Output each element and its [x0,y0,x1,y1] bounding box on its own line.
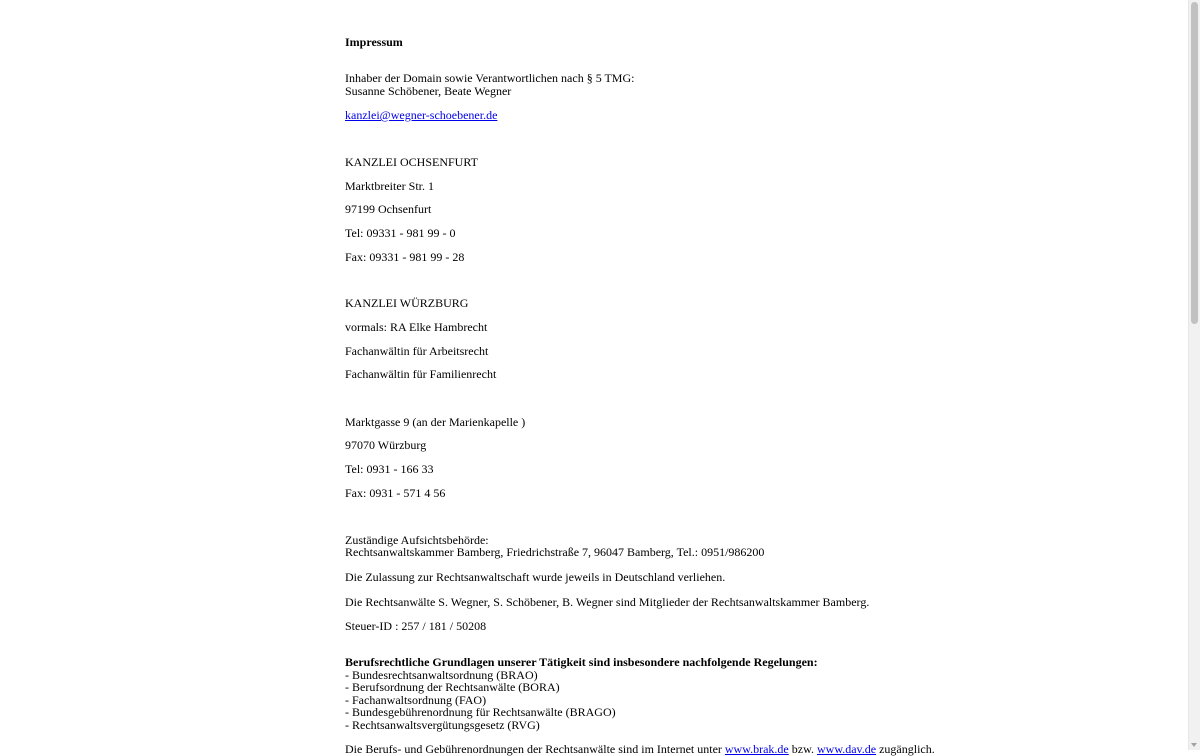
page-title: Impressum [345,35,403,49]
authority-details: Rechtsanwaltskammer Bamberg, Friedrichstraße 7, 96047 Bamberg, Tel.: 0951/986200 [345,545,765,559]
ochsenfurt-street: Marktbreiter Str. 1 [345,179,434,193]
tax-id: Steuer-ID : 257 / 181 / 50208 [345,619,487,633]
ochsenfurt-fax: Fax: 09331 - 981 99 - 28 [345,250,465,264]
wuerzburg-city: 97070 Würzburg [345,438,427,452]
email-link[interactable]: kanzlei@wegner-schoebener.de [345,108,498,122]
regulations-footer [345,742,935,756]
ochsenfurt-tel: Tel: 09331 - 981 99 - 0 [345,226,456,240]
wuerzburg-specialty-2: Fachanwältin für Familienrecht [345,367,497,381]
regulation-item: - Rechtsanwaltsvergütungsgesetz (RVG) [345,718,540,732]
wuerzburg-fax: Fax: 0931 - 571 4 56 [345,486,446,500]
owner-names: Susanne Schöbener, Beate Wegner [345,84,512,98]
dav-link[interactable]: www.dav.de [816,742,877,756]
footer-suffix: zugänglich. [876,742,935,756]
wuerzburg-street: Marktgasse 9 (an der Marienkapelle ) [345,415,526,429]
wuerzburg-specialty-1: Fachanwältin für Arbeitsrecht [345,344,489,358]
scroll-down-arrow-icon[interactable] [1191,743,1197,747]
regulation-item: - Berufsordnung der Rechtsanwälte (BORA) [345,680,560,694]
wuerzburg-name: KANZLEI WÜRZBURG [345,296,469,310]
wuerzburg-tel: Tel: 0931 - 166 33 [345,462,434,476]
admission-text: Die Zulassung zur Rechtsanwaltschaft wurde jeweils in Deutschland verliehen. [345,570,726,584]
brak-link[interactable]: www.brak.de [724,742,789,756]
regulation-item: - Bundesrechtsanwaltsordnung (BRAO) [345,668,538,682]
ochsenfurt-name: KANZLEI OCHSENFURT [345,155,478,169]
footer-prefix: Die Berufs- und Gebührenordnungen der Rechtsanwälte sind im Internet unter [345,742,725,756]
regulations-heading: Berufsrechtliche Grundlagen unserer Tätigkeit sind insbesondere nachfolgende Regelungen: [345,655,818,669]
wuerzburg-formerly: vormals: RA Elke Hambrecht [345,320,488,334]
footer-mid: bzw. [788,742,817,756]
regulation-item: - Fachanwaltsordnung (FAO) [345,693,487,707]
scrollbar-thumb[interactable] [1191,2,1198,324]
members-text: Die Rechtsanwälte S. Wegner, S. Schöbener, B. Wegner sind Mitglieder der Rechtsanwaltskammer Bamberg. [345,595,870,609]
authority-label: Zuständige Aufsichtsbehörde: [345,533,489,547]
regulation-item: - Bundesgebührenordnung für Rechtsanwälte (BRAGO) [345,705,616,719]
vertical-scrollbar[interactable] [1188,0,1200,750]
ochsenfurt-city: 97199 Ochsenfurt [345,202,432,216]
owner-label: Inhaber der Domain sowie Verantwortlichen nach § 5 TMG: [345,71,635,85]
